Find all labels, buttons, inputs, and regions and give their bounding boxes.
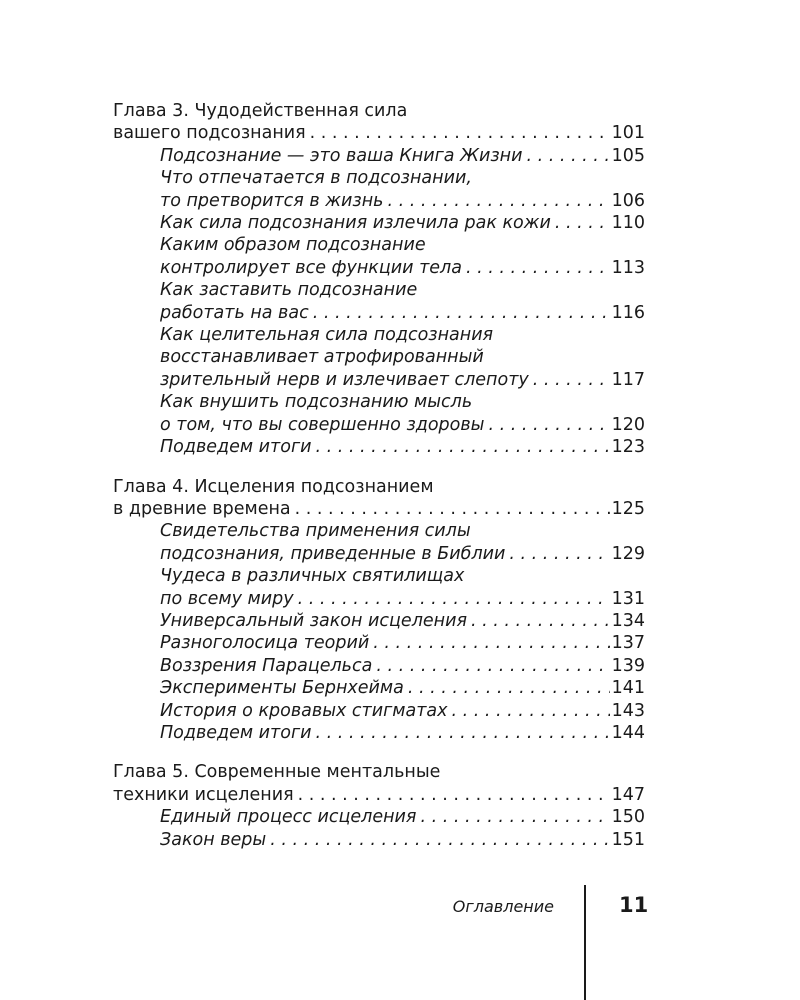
section-page-number: 143 bbox=[611, 700, 645, 721]
chapter-title-line: Глава 4. Исцеления подсознанием bbox=[113, 476, 434, 497]
section-title-last-line: Разноголосица теорий bbox=[160, 633, 370, 654]
section-row bbox=[160, 829, 645, 851]
footer-divider bbox=[584, 885, 586, 1000]
dot-leader bbox=[298, 588, 610, 610]
section-title-last-line: Подсознание — это ваша Книга Жизни bbox=[160, 145, 523, 166]
section-page-number: 144 bbox=[611, 722, 645, 743]
section-entry[interactable] bbox=[160, 436, 645, 458]
section-row bbox=[160, 806, 645, 828]
dot-leader bbox=[408, 677, 610, 699]
section-title-line: Как заставить подсознание bbox=[160, 280, 418, 301]
chapter-page-number: 147 bbox=[611, 784, 645, 805]
section-row bbox=[160, 257, 645, 279]
section-title-last-line: работать на вас bbox=[160, 302, 309, 323]
section-page-number: 113 bbox=[611, 257, 645, 278]
chapter-entry[interactable] bbox=[113, 498, 645, 520]
section-page-number: 120 bbox=[611, 414, 645, 435]
chapter-title-line: Глава 3. Чудодейственная сила bbox=[113, 101, 408, 121]
section-entry[interactable] bbox=[160, 324, 645, 391]
section-page-number: 150 bbox=[611, 807, 645, 828]
section-page-number: 134 bbox=[611, 610, 645, 631]
section-title-last-line: Подведем итоги bbox=[160, 722, 312, 743]
section-title-line: Чудеса в различных святилищах bbox=[160, 566, 465, 587]
section-page-number: 105 bbox=[611, 145, 645, 166]
section-row bbox=[160, 722, 645, 744]
section-title-last-line: Закон веры bbox=[160, 829, 267, 850]
section-entry[interactable] bbox=[160, 829, 645, 851]
section-page-number: 137 bbox=[611, 633, 645, 654]
section-page-number: 123 bbox=[611, 437, 645, 458]
chapter-page-number: 125 bbox=[611, 498, 645, 519]
section-row bbox=[160, 655, 645, 677]
chapter-title-last-line: техники исцеления bbox=[113, 784, 294, 805]
section-title-last-line: Универсальный закон исцеления bbox=[160, 610, 467, 631]
section-title-line: восстанавливает атрофированный bbox=[160, 347, 484, 368]
section-title-last-line: контролирует все функции тела bbox=[160, 257, 462, 278]
dot-leader bbox=[526, 145, 609, 167]
section-page-number: 141 bbox=[611, 678, 645, 699]
section-page-number: 151 bbox=[611, 829, 645, 850]
section-row bbox=[160, 145, 645, 167]
section-row bbox=[160, 677, 645, 699]
dot-leader bbox=[316, 722, 610, 744]
toc-chapter bbox=[113, 476, 645, 745]
chapter-title-last-line: в древние времена bbox=[113, 498, 291, 519]
chapter-sections bbox=[113, 520, 645, 744]
section-page-number: 106 bbox=[611, 190, 645, 211]
chapter-sections bbox=[113, 806, 645, 851]
section-row bbox=[160, 369, 645, 391]
section-page-number: 117 bbox=[611, 369, 645, 390]
section-title-last-line: Подведем итоги bbox=[160, 437, 312, 458]
section-entry[interactable] bbox=[160, 279, 645, 324]
section-entry[interactable] bbox=[160, 700, 645, 722]
section-title-last-line: История о кровавых стигматах bbox=[160, 700, 448, 721]
section-row bbox=[160, 212, 645, 234]
dot-leader bbox=[555, 212, 610, 234]
dot-leader bbox=[471, 610, 610, 632]
section-row bbox=[160, 302, 645, 324]
dot-leader bbox=[452, 700, 610, 722]
section-row bbox=[160, 414, 645, 436]
section-entry[interactable] bbox=[160, 520, 645, 565]
section-title-last-line: Единый процесс исцеления bbox=[160, 807, 417, 828]
dot-leader bbox=[270, 829, 609, 851]
chapter-sections bbox=[113, 145, 645, 459]
section-entry[interactable] bbox=[160, 565, 645, 610]
toc-chapter bbox=[113, 761, 645, 851]
section-entry[interactable] bbox=[160, 806, 645, 828]
page-footer bbox=[0, 885, 800, 1000]
section-entry[interactable] bbox=[160, 234, 645, 279]
dot-leader bbox=[466, 257, 610, 279]
section-title-last-line: то претворится в жизнь bbox=[160, 190, 384, 211]
section-title-line: Как внушить подсознанию мысль bbox=[160, 392, 473, 413]
section-title-last-line: Воззрения Парацельса bbox=[160, 655, 373, 676]
dot-leader bbox=[509, 543, 609, 565]
section-title-last-line: Эксперименты Бернхейма bbox=[160, 678, 404, 699]
dot-leader bbox=[420, 806, 609, 828]
section-title-line: Каким образом подсознание bbox=[160, 235, 426, 256]
running-footer-label: Оглавление bbox=[452, 897, 554, 916]
section-title-last-line: подсознания, приведенные в Библии bbox=[160, 543, 506, 564]
section-row bbox=[160, 543, 645, 565]
table-of-contents bbox=[113, 100, 645, 868]
section-title-last-line: о том, что вы совершенно здоровы bbox=[160, 414, 485, 435]
section-entry[interactable] bbox=[160, 212, 645, 234]
section-entry[interactable] bbox=[160, 632, 645, 654]
section-page-number: 139 bbox=[611, 655, 645, 676]
section-page-number: 110 bbox=[611, 213, 645, 234]
chapter-title-line: Глава 5. Современные ментальные bbox=[113, 762, 441, 783]
section-row bbox=[160, 700, 645, 722]
section-row bbox=[160, 436, 645, 458]
section-title-line: Как целительная сила подсознания bbox=[160, 325, 494, 346]
section-title-line: Свидетельства применения силы bbox=[160, 521, 471, 542]
section-page-number: 116 bbox=[611, 302, 645, 323]
chapter-page-number: 101 bbox=[611, 123, 645, 144]
section-row bbox=[160, 190, 645, 212]
section-row bbox=[160, 632, 645, 654]
chapter-entry[interactable] bbox=[113, 122, 645, 144]
dot-leader bbox=[387, 190, 609, 212]
dot-leader bbox=[373, 632, 609, 654]
dot-leader bbox=[313, 302, 610, 324]
section-title-last-line: Как сила подсознания излечила рак кожи bbox=[160, 213, 551, 234]
section-entry[interactable] bbox=[160, 655, 645, 677]
section-entry[interactable] bbox=[160, 145, 645, 167]
section-entry[interactable] bbox=[160, 167, 645, 212]
chapter-title-last-line: вашего подсознания bbox=[113, 123, 306, 144]
section-row bbox=[160, 588, 645, 610]
section-page-number: 131 bbox=[611, 588, 645, 609]
section-page-number: 129 bbox=[611, 543, 645, 564]
section-entry[interactable] bbox=[160, 677, 645, 699]
chapter-entry[interactable] bbox=[113, 784, 645, 806]
section-title-line: Что отпечатается в подсознании, bbox=[160, 168, 472, 189]
dot-leader bbox=[533, 369, 610, 391]
section-title-last-line: зрительный нерв и излечивает слепоту bbox=[160, 369, 529, 390]
toc-chapter bbox=[113, 100, 645, 459]
section-entry[interactable] bbox=[160, 610, 645, 632]
dot-leader bbox=[489, 414, 610, 436]
dot-leader bbox=[310, 122, 610, 144]
dot-leader bbox=[376, 655, 609, 677]
section-entry[interactable] bbox=[160, 391, 645, 436]
dot-leader bbox=[295, 498, 610, 520]
page-number: 11 bbox=[619, 893, 649, 917]
section-entry[interactable] bbox=[160, 722, 645, 744]
dot-leader bbox=[298, 784, 610, 806]
section-title-last-line: по всему миру bbox=[160, 588, 294, 609]
section-row bbox=[160, 610, 645, 632]
dot-leader bbox=[316, 436, 610, 458]
